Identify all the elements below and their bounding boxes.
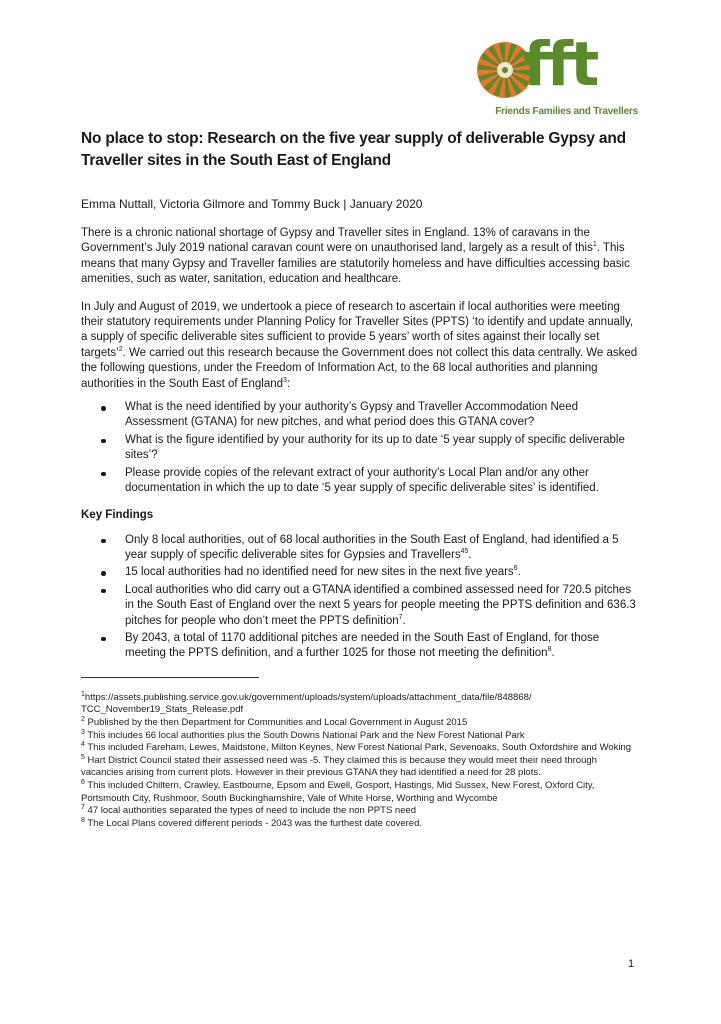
footnote-ref[interactable]: 45 — [460, 548, 469, 556]
footnote-ref[interactable]: 8 — [547, 646, 552, 654]
footnote-ref[interactable]: 7 — [398, 613, 403, 621]
footnote: $^5$ Hart District Council stated their assessed need was -5. They claimed this is because they would meet their need through vacancies arising from current plots. However in their previous GTANA they had identified a need for 28 plots. — [81, 753, 597, 779]
findings-list — [81, 533, 641, 662]
footnote: $^2$ Published by the then Department for Communities and Local Government in August 2015 — [81, 715, 468, 728]
finding-item: Only 8 local authorities, out of 68 local authorities in the South East of England, had identified a 5 year supply of specific deliverable sites for Gypsies and Travellers$^{45}$. — [125, 533, 641, 564]
question-item: What is the figure identified by your authority for its up to date ‘5 year supply of specific deliverable sites’? — [125, 433, 641, 464]
footnote: $^1$https://assets.publishing.service.gov.uk/government/uploads/system/uploads/attachment_data/file/848868/ TCC_November19_Stats_Release.pdf — [81, 690, 532, 716]
footnote-ref[interactable]: 6 — [513, 565, 518, 573]
intro-paragraph: There is a chronic national shortage of Gypsy and Traveller sites in England. 13% of caravans in the Government’s July 2019 national caravan count were on unauthorised land, largely as a result of this$^1$. This means that many Gypsy and Traveller families are statutorily homeless and have difficulties accessing basic amenities, such as water, sanitation, education and healthcare. — [81, 227, 630, 286]
footnotes-section — [81, 692, 641, 831]
footnote: $^4$ This included Fareham, Lewes, Maidstone, Milton Keynes, New Forest National Park, Sevenoaks, South Oxfordshire and Woking — [81, 740, 632, 754]
authors-line: Emma Nuttall, Victoria Gilmore and Tommy Buck | January 2020 — [81, 197, 423, 211]
question-item: Please provide copies of the relevant extract of your authority’s Local Plan and/or any other documentation in which the up to date ‘5 year supply of specific deliverable sites’ is identified. — [125, 466, 641, 497]
main-content — [81, 128, 641, 830]
page-number: 1 — [628, 958, 635, 970]
research-paragraph: In July and August of 2019, we undertook a piece of research to ascertain if local authorities were meeting their statutory requirements under Planning Policy for Traveller Sites (PPTS) ‘to identify and update annually, a supply of specific deliverable sites sufficient to provide 5 years’ worth of sites against their locally set targets’$^2$. We carried out this research because the Government does not collect this data centrally. We asked the following questions, under the Freedom of Information Act, to the 68 local authorities and planning authorities in the South East of England$^3$: — [81, 300, 638, 390]
footnote-ref[interactable]: 3 — [283, 376, 287, 384]
logo-wordmark: fft — [523, 29, 597, 100]
key-findings-heading: Key Findings — [81, 508, 154, 521]
footnote: $^7$ 47 local authorities separated the types of need to include the non PPTS need — [81, 803, 417, 817]
finding-item: By 2043, a total of 1170 additional pitches are needed in the South East of England, for those meeting the PPTS definition, and a further 1025 for those not meeting the definition$^8$. — [125, 631, 641, 662]
footnote: $^3$ This includes 66 local authorities plus the South Downs National Park and the New Forest National Park — [81, 728, 525, 741]
questions-list — [81, 400, 641, 496]
footnote: $^8$ The Local Plans covered different periods - 2043 was the furthest date covered. — [81, 816, 423, 829]
document-title: No place to stop: Research on the five year supply of deliverable Gypsy and Traveller sites in the South East of England — [81, 130, 626, 169]
logo-subtitle: Friends Families and Travellers — [495, 106, 638, 117]
finding-item: 15 local authorities had no identified need for new sites in the next five years$^6$. — [125, 565, 641, 580]
footnote-ref[interactable]: 2 — [118, 346, 123, 354]
footnote-divider — [81, 677, 259, 678]
finding-item: Local authorities who did carry out a GTANA identified a combined assessed need for 720.5 pitches in the South East of England over the next 5 years for people meeting the PPTS definition and 636.3 pitches for people who don’t meet the PPTS definition$^7$. — [125, 583, 641, 629]
question-item: What is the need identified by your authority’s Gypsy and Traveller Accommodation Need Assessment (GTANA) for new pitches, and what period does this GTANA cover? — [125, 400, 641, 431]
footnote: $^6$ This included Chiltern, Crawley, Eastbourne, Epsom and Ewell, Gosport, Hastings, Mid Sussex, New Forest, Oxford City, Portsmouth City, Rushmoor, South Buckinghamshire, Vale of White Horse, Worthing and Wycombe — [81, 778, 595, 804]
fft-logo — [476, 29, 638, 122]
footnote-ref[interactable]: 1 — [592, 241, 597, 249]
